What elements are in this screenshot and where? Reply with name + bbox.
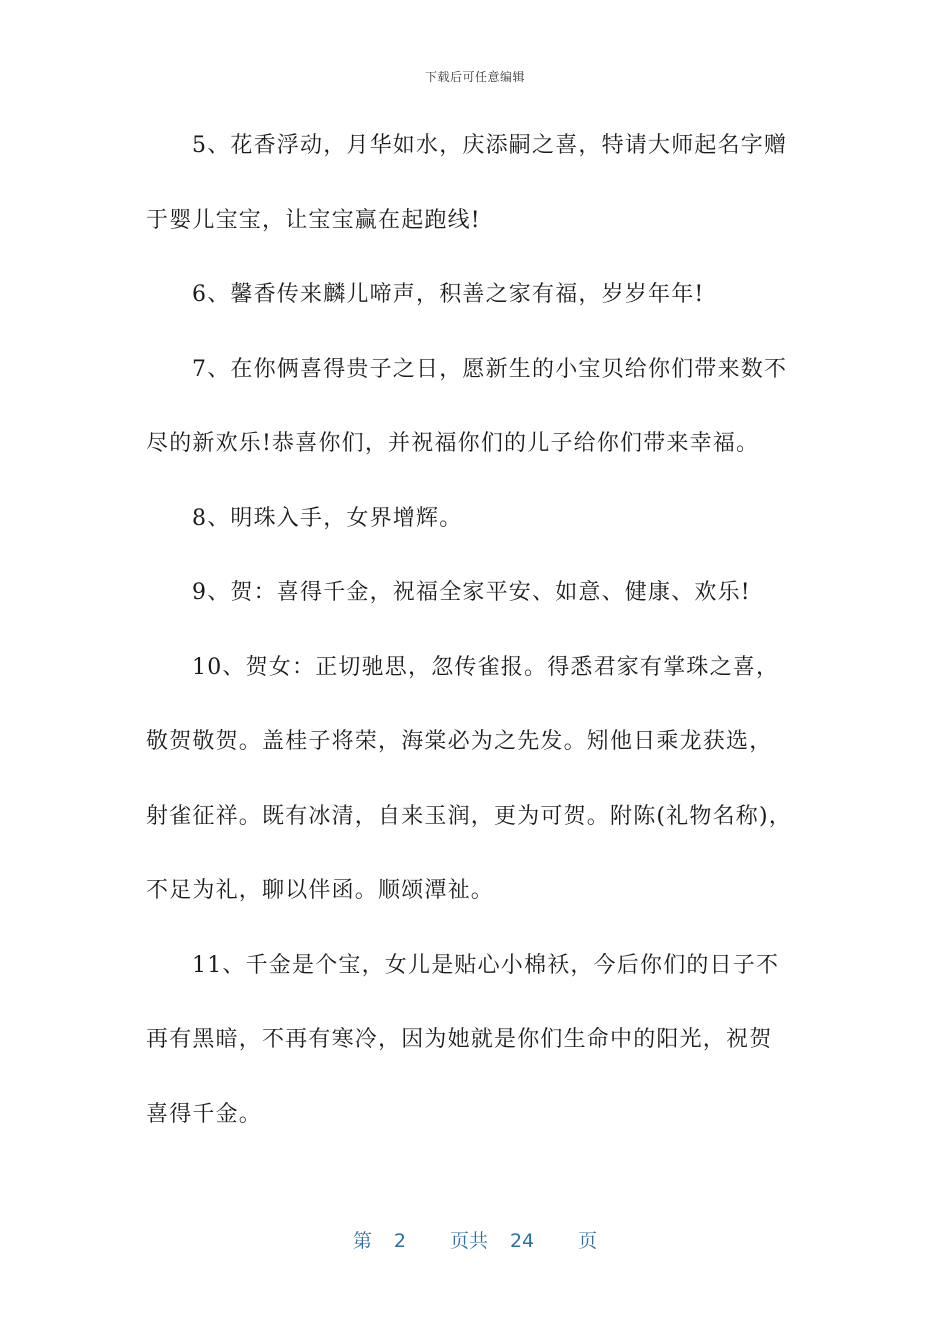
paragraph-line: 5、花香浮动，月华如水，庆添嗣之喜，特请大师起名字赠 (192, 133, 788, 158)
paragraph-line: 尽的新欢乐!恭喜你们，并祝福你们的儿子给你们带来幸福。 (146, 431, 760, 456)
document-body (146, 126, 806, 1169)
paragraph-line: 不足为礼，聊以伴函。顺颂潭祉。 (146, 878, 495, 903)
paragraph-line: 射雀征祥。既有冰清，自来玉润，更为可贺。附陈(礼物名称)， (146, 803, 792, 829)
paragraph-line: 于婴儿宝宝，让宝宝赢在起跑线! (146, 207, 481, 233)
paragraph-line: 11、千金是个宝，女儿是贴心小棉袄，今后你们的日子不 (192, 952, 780, 978)
paragraph-line: 7、在你俩喜得贵子之日，愿新生的小宝贝给你们带来数不 (192, 356, 788, 382)
paragraph-line: 再有黑暗，不再有寒冷，因为她就是你们生命中的阳光，祝贺 (146, 1027, 773, 1052)
paragraph-line: 8、明珠入手，女界增辉。 (192, 505, 463, 531)
paragraph-line: 6、馨香传来麟儿啼声，积善之家有福，岁岁年年! (192, 282, 705, 307)
page-footer (0, 1226, 950, 1253)
paragraph-line: 喜得千金。 (146, 1101, 263, 1127)
total-pages-number: 24 (509, 1230, 535, 1252)
paragraph-line: 敬贺敬贺。盖桂子将荣，海棠必为之先发。矧他日乘龙获选， (146, 729, 773, 754)
footer-prefix: 第 (352, 1230, 372, 1252)
paragraph-line: 10、贺女：正切驰思，忽传雀报。得悉君家有掌珠之喜， (192, 654, 780, 680)
paragraph-line: 9、贺：喜得千金，祝福全家平安、如意、健康、欢乐! (192, 580, 751, 605)
footer-middle: 页共 (449, 1230, 488, 1252)
header-note: 下载后可任意编辑 (424, 70, 525, 84)
current-page-number: 2 (393, 1230, 406, 1252)
footer-suffix: 页 (578, 1230, 598, 1252)
